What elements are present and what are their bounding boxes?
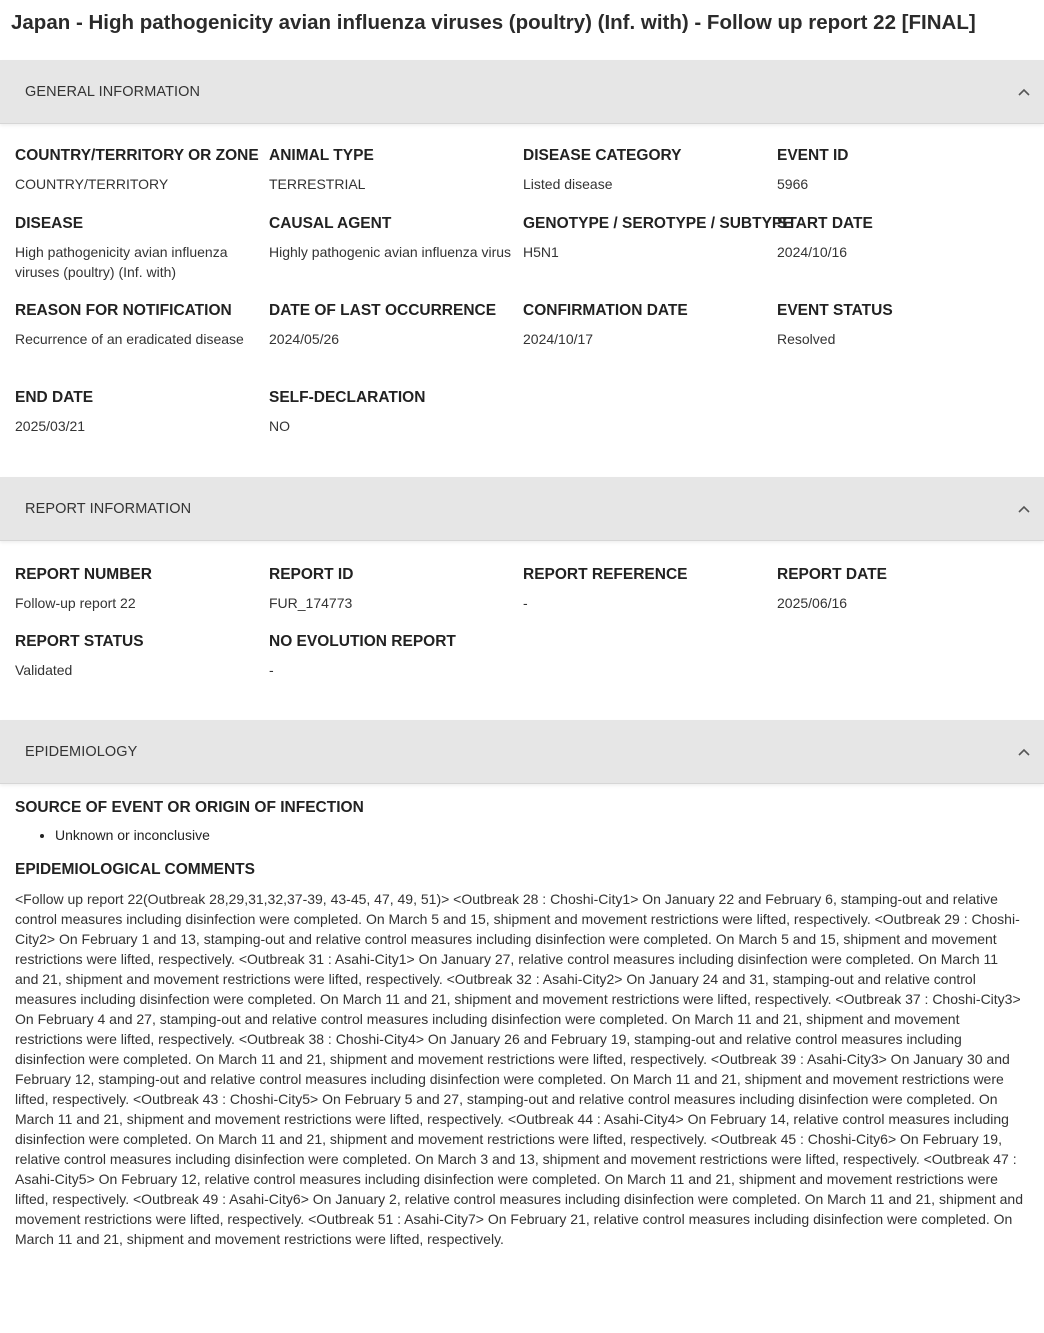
field-label: REASON FOR NOTIFICATION <box>15 302 232 319</box>
field-causal-agent <box>269 214 523 301</box>
field-label: REPORT ID <box>269 566 354 583</box>
field-date-last-occurrence <box>269 301 523 388</box>
field-value: 5966 <box>777 176 809 192</box>
field-event-status <box>777 301 1031 388</box>
list-item: • Unknown or inconclusive <box>55 825 1029 845</box>
field-label: NO EVOLUTION REPORT <box>269 633 456 650</box>
field-confirmation-date <box>523 301 777 388</box>
field-value: 2024/10/16 <box>777 244 848 260</box>
field-no-evolution-report <box>269 632 523 680</box>
field-value: NO <box>269 418 290 434</box>
field-value: Follow-up report 22 <box>15 595 136 611</box>
general-information-header[interactable] <box>0 60 1044 124</box>
field-value: 2025/06/16 <box>777 595 848 611</box>
field-value: Recurrence of an eradicated disease <box>15 331 244 347</box>
page-title: Japan - High pathogenicity avian influenza viruses (poultry) (Inf. with) - Follow up report 22 [FINAL] <box>11 11 976 34</box>
chevron-up-icon[interactable] <box>1017 502 1031 516</box>
report-information-title: REPORT INFORMATION <box>25 500 192 517</box>
field-label: GENOTYPE / SEROTYPE / SUBTYPE <box>523 215 793 232</box>
field-label: REPORT REFERENCE <box>523 566 688 583</box>
field-label: REPORT NUMBER <box>15 566 152 583</box>
field-label: DATE OF LAST OCCURRENCE <box>269 302 497 319</box>
field-report-id <box>269 565 523 632</box>
field-label: DISEASE CATEGORY <box>523 147 682 164</box>
field-label: EVENT STATUS <box>777 302 893 319</box>
field-event-id <box>777 146 1031 214</box>
field-value: COUNTRY/TERRITORY <box>15 176 169 192</box>
field-value: H5N1 <box>523 244 559 260</box>
source-list <box>15 825 1029 845</box>
field-value: Highly pathogenic avian influenza virus <box>269 244 512 260</box>
field-report-status <box>15 632 269 680</box>
field-value: TERRESTRIAL <box>269 176 366 192</box>
epidemiology-body <box>0 784 1044 1249</box>
field-reason-notification <box>15 301 269 388</box>
field-value: Listed disease <box>523 176 613 192</box>
field-disease-category <box>523 146 777 214</box>
field-value: Validated <box>15 662 73 678</box>
epidemiology-title: EPIDEMIOLOGY <box>25 743 138 760</box>
field-label: START DATE <box>777 215 873 232</box>
field-report-reference <box>523 565 777 632</box>
general-information-body <box>0 124 1044 477</box>
field-genotype <box>523 214 793 301</box>
general-information-title: GENERAL INFORMATION <box>25 83 201 100</box>
field-label: REPORT DATE <box>777 566 887 583</box>
field-value: - <box>523 595 528 611</box>
field-value: FUR_174773 <box>269 595 353 611</box>
field-label: ANIMAL TYPE <box>269 147 374 164</box>
field-label: CAUSAL AGENT <box>269 215 392 232</box>
field-label: SELF-DECLARATION <box>269 389 426 406</box>
field-end-date <box>15 388 269 436</box>
field-disease <box>15 214 269 301</box>
field-label: END DATE <box>15 389 94 406</box>
chevron-up-icon[interactable] <box>1017 85 1031 99</box>
field-value: High pathogenicity avian influenza viruses (poultry) (Inf. with) <box>15 244 228 280</box>
source-of-event-label: SOURCE OF EVENT OR ORIGIN OF INFECTION <box>15 799 364 816</box>
chevron-up-icon[interactable] <box>1017 745 1031 759</box>
field-start-date <box>777 214 1031 301</box>
field-label: DISEASE <box>15 215 84 232</box>
field-self-declaration <box>269 388 523 436</box>
epidemiological-comments-text: <Follow up report 22(Outbreak 28,29,31,32,37-39, 43-45, 47, 49, 51)> <Outbreak 28 : Choshi-City1> On January 22 and February 6, stamping-out and relative control measures including disinfection were completed. On March 5 and 15, shipment and movement restrictions were lifted, respectively. <Outbreak 29 : Choshi-City2> On February 1 and 13, stamping-out and relative control measures including disinfection were completed. On March 5 and 15, shipment and movement restrictions were lifted, respectively. <Outbreak 31 : Asahi-City1> On January 27, relative control measures including disinfection were completed. On March 11 and 21, shipment and movement restrictions were lifted, respectively. <Outbreak 32 : Asahi-City2> On January 24 and 31, stamping-out and relative control measures including disinfection were completed. On March 11 and 21, shipment and movement restrictions were lifted, respectively. <Outbreak 37 : Choshi-City3> On February 4 and 27, stamping-out and relative control measures including disinfection were completed. On March 11 and 21, shipment and movement restrictions were lifted, respectively. <Outbreak 38 : Choshi-City4> On January 26 and February 19, stamping-out and relative control measures including disinfection were completed. On March 11 and 21, shipment and movement restrictions were lifted, respectively. <Outbreak 39 : Asahi-City3> On January 30 and February 12, stamping-out and relative control measures including disinfection were completed. On March 11 and 21, shipment and movement restrictions were lifted, respectively. <Outbreak 43 : Choshi-City5> On February 5 and 27, stamping-out and relative control measures including disinfection were completed. On March 11 and 21, shipment and movement restrictions were lifted, respectively. <Outbreak 44 : Asahi-City4> On February 14, relative control measures including disinfection were completed. On March 11 and 21, shipment and movement restrictions were lifted, respectively. <Outbreak 45 : Choshi-City6> On February 19, relative control measures including disinfection were completed. On March 3 and 13, shipment and movement restrictions were lifted, respectively. <Outbreak 47 : Asahi-City5> On February 12, relative control measures including disinfection were completed. On March 11 and 21, shipment and movement restrictions were lifted, respectively. <Outbreak 49 : Asahi-City6> On January 2, relative control measures including disinfection were completed. On March 11 and 21, shipment and movement restrictions were lifted, respectively. <Outbreak 51 : Asahi-City7> On February 21, relative control measures including disinfection were completed. On March 11 and 21, shipment and movement restrictions were lifted, respectively. <box>15 891 1024 1247</box>
field-value: - <box>269 662 274 678</box>
field-animal-type <box>269 146 523 214</box>
field-report-number <box>15 565 269 632</box>
field-report-date <box>777 565 1031 632</box>
field-value: 2024/10/17 <box>523 331 594 347</box>
epidemiology-header[interactable] <box>0 720 1044 784</box>
field-label: REPORT STATUS <box>15 633 144 650</box>
field-country-zone <box>15 146 269 214</box>
field-value: 2025/03/21 <box>15 418 86 434</box>
report-information-header[interactable] <box>0 477 1044 541</box>
field-label: EVENT ID <box>777 147 849 164</box>
report-information-body <box>0 541 1044 720</box>
field-value: Resolved <box>777 331 836 347</box>
epidemiological-comments-label: EPIDEMIOLOGICAL COMMENTS <box>15 861 255 878</box>
field-label: COUNTRY/TERRITORY OR ZONE <box>15 147 259 164</box>
field-label: CONFIRMATION DATE <box>523 302 688 319</box>
field-value: 2024/05/26 <box>269 331 340 347</box>
